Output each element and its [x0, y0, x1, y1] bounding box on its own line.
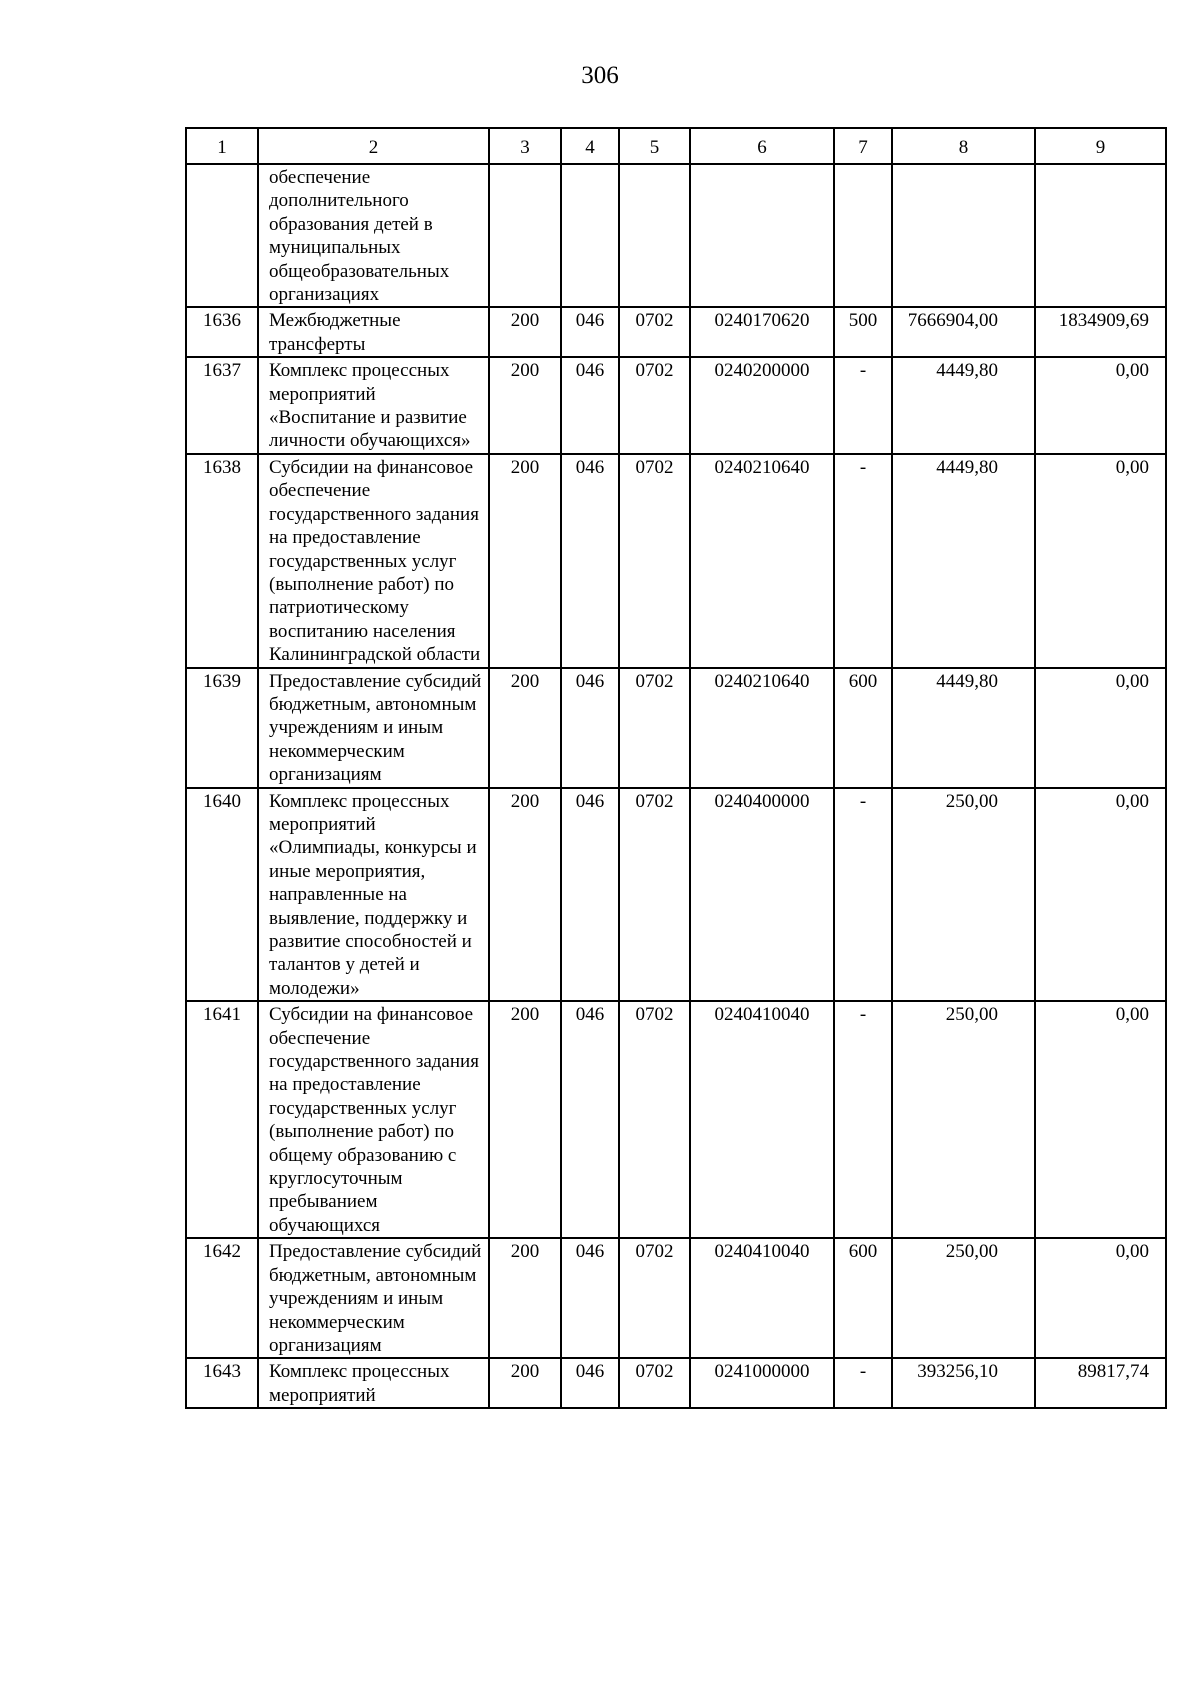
- code-cell: 0240400000: [690, 788, 834, 1002]
- amount-cell: 4449,80: [892, 668, 1035, 788]
- row-number-cell: 1637: [186, 357, 258, 454]
- amount-cell: 0,00: [1035, 1238, 1166, 1358]
- table-row: [186, 668, 1166, 788]
- table-row: [186, 307, 1166, 357]
- code-cell: 046: [561, 1358, 619, 1408]
- header-row: [186, 128, 1166, 164]
- row-number-cell: 1642: [186, 1238, 258, 1358]
- amount-cell: 4449,80: [892, 454, 1035, 668]
- code-cell: 046: [561, 1238, 619, 1358]
- header-cell: 1: [186, 128, 258, 164]
- code-cell: [690, 164, 834, 307]
- code-cell: 500: [834, 307, 892, 357]
- description-cell: Комплекс процессных мероприятий «Воспитание и развитие личности обучающихся»: [258, 357, 489, 454]
- row-number-cell: 1641: [186, 1001, 258, 1238]
- code-cell: -: [834, 357, 892, 454]
- code-cell: 200: [489, 668, 561, 788]
- code-cell: 200: [489, 1001, 561, 1238]
- code-cell: 200: [489, 307, 561, 357]
- code-cell: -: [834, 788, 892, 1002]
- code-cell: 0240210640: [690, 668, 834, 788]
- amount-cell: 0,00: [1035, 357, 1166, 454]
- header-cell: 8: [892, 128, 1035, 164]
- code-cell: 0702: [619, 454, 690, 668]
- description-cell: Субсидии на финансовое обеспечение государственного задания на предоставление государственных услуг (выполнение работ) по патриотическому воспитанию населения Калининградской области: [258, 454, 489, 668]
- header-cell: 7: [834, 128, 892, 164]
- amount-cell: 250,00: [892, 788, 1035, 1002]
- code-cell: 200: [489, 1238, 561, 1358]
- code-cell: [489, 164, 561, 307]
- code-cell: 200: [489, 357, 561, 454]
- amount-cell: 0,00: [1035, 1001, 1166, 1238]
- code-cell: -: [834, 1001, 892, 1238]
- header-cell: 2: [258, 128, 489, 164]
- table-row: [186, 788, 1166, 1002]
- amount-cell: 0,00: [1035, 668, 1166, 788]
- code-cell: 0702: [619, 788, 690, 1002]
- table-row: [186, 1358, 1166, 1408]
- header-cell: 3: [489, 128, 561, 164]
- code-cell: -: [834, 1358, 892, 1408]
- code-cell: 046: [561, 307, 619, 357]
- amount-cell: 1834909,69: [1035, 307, 1166, 357]
- row-number-cell: [186, 164, 258, 307]
- code-cell: 0241000000: [690, 1358, 834, 1408]
- row-number-cell: 1636: [186, 307, 258, 357]
- code-cell: 200: [489, 788, 561, 1002]
- code-cell: 0702: [619, 1358, 690, 1408]
- description-cell: Межбюджетные трансферты: [258, 307, 489, 357]
- table-row: [186, 164, 1166, 307]
- code-cell: 200: [489, 1358, 561, 1408]
- code-cell: 0702: [619, 307, 690, 357]
- description-cell: Субсидии на финансовое обеспечение государственного задания на предоставление государственных услуг (выполнение работ) по общему образованию с круглосуточным пребыванием обучающихся: [258, 1001, 489, 1238]
- code-cell: [561, 164, 619, 307]
- row-number-cell: 1643: [186, 1358, 258, 1408]
- code-cell: 0240200000: [690, 357, 834, 454]
- table-row: [186, 1001, 1166, 1238]
- amount-cell: 393256,10: [892, 1358, 1035, 1408]
- header-cell: 9: [1035, 128, 1166, 164]
- amount-cell: 0,00: [1035, 788, 1166, 1002]
- table-row: [186, 357, 1166, 454]
- amount-cell: [892, 164, 1035, 307]
- code-cell: 0240410040: [690, 1238, 834, 1358]
- code-cell: [834, 164, 892, 307]
- code-cell: 0702: [619, 668, 690, 788]
- description-cell: Предоставление субсидий бюджетным, автономным учреждениям и иным некоммерческим организациям: [258, 668, 489, 788]
- description-cell: обеспечение дополнительного образования детей в муниципальных общеобразовательных организациях: [258, 164, 489, 307]
- header-cell: 4: [561, 128, 619, 164]
- code-cell: 0240210640: [690, 454, 834, 668]
- code-cell: [619, 164, 690, 307]
- code-cell: 0240410040: [690, 1001, 834, 1238]
- amount-cell: 250,00: [892, 1001, 1035, 1238]
- code-cell: 046: [561, 454, 619, 668]
- header-cell: 6: [690, 128, 834, 164]
- description-cell: Комплекс процессных мероприятий «Олимпиады, конкурсы и иные мероприятия, направленные на выявление, поддержку и развитие способностей и талантов у детей и молодежи»: [258, 788, 489, 1002]
- table-row: [186, 454, 1166, 668]
- code-cell: 0240170620: [690, 307, 834, 357]
- code-cell: 0702: [619, 1001, 690, 1238]
- amount-cell: 4449,80: [892, 357, 1035, 454]
- code-cell: 600: [834, 1238, 892, 1358]
- row-number-cell: 1640: [186, 788, 258, 1002]
- budget-table: [185, 127, 1167, 1409]
- description-cell: Комплекс процессных мероприятий: [258, 1358, 489, 1408]
- amount-cell: 7666904,00: [892, 307, 1035, 357]
- amount-cell: 250,00: [892, 1238, 1035, 1358]
- code-cell: 046: [561, 668, 619, 788]
- description-cell: Предоставление субсидий бюджетным, автономным учреждениям и иным некоммерческим организациям: [258, 1238, 489, 1358]
- code-cell: 046: [561, 788, 619, 1002]
- amount-cell: 89817,74: [1035, 1358, 1166, 1408]
- table-row: [186, 1238, 1166, 1358]
- amount-cell: [1035, 164, 1166, 307]
- header-cell: 5: [619, 128, 690, 164]
- code-cell: 0702: [619, 357, 690, 454]
- page-number: 306: [581, 62, 619, 89]
- code-cell: 046: [561, 1001, 619, 1238]
- code-cell: 046: [561, 357, 619, 454]
- row-number-cell: 1638: [186, 454, 258, 668]
- amount-cell: 0,00: [1035, 454, 1166, 668]
- code-cell: 600: [834, 668, 892, 788]
- code-cell: 200: [489, 454, 561, 668]
- code-cell: -: [834, 454, 892, 668]
- code-cell: 0702: [619, 1238, 690, 1358]
- row-number-cell: 1639: [186, 668, 258, 788]
